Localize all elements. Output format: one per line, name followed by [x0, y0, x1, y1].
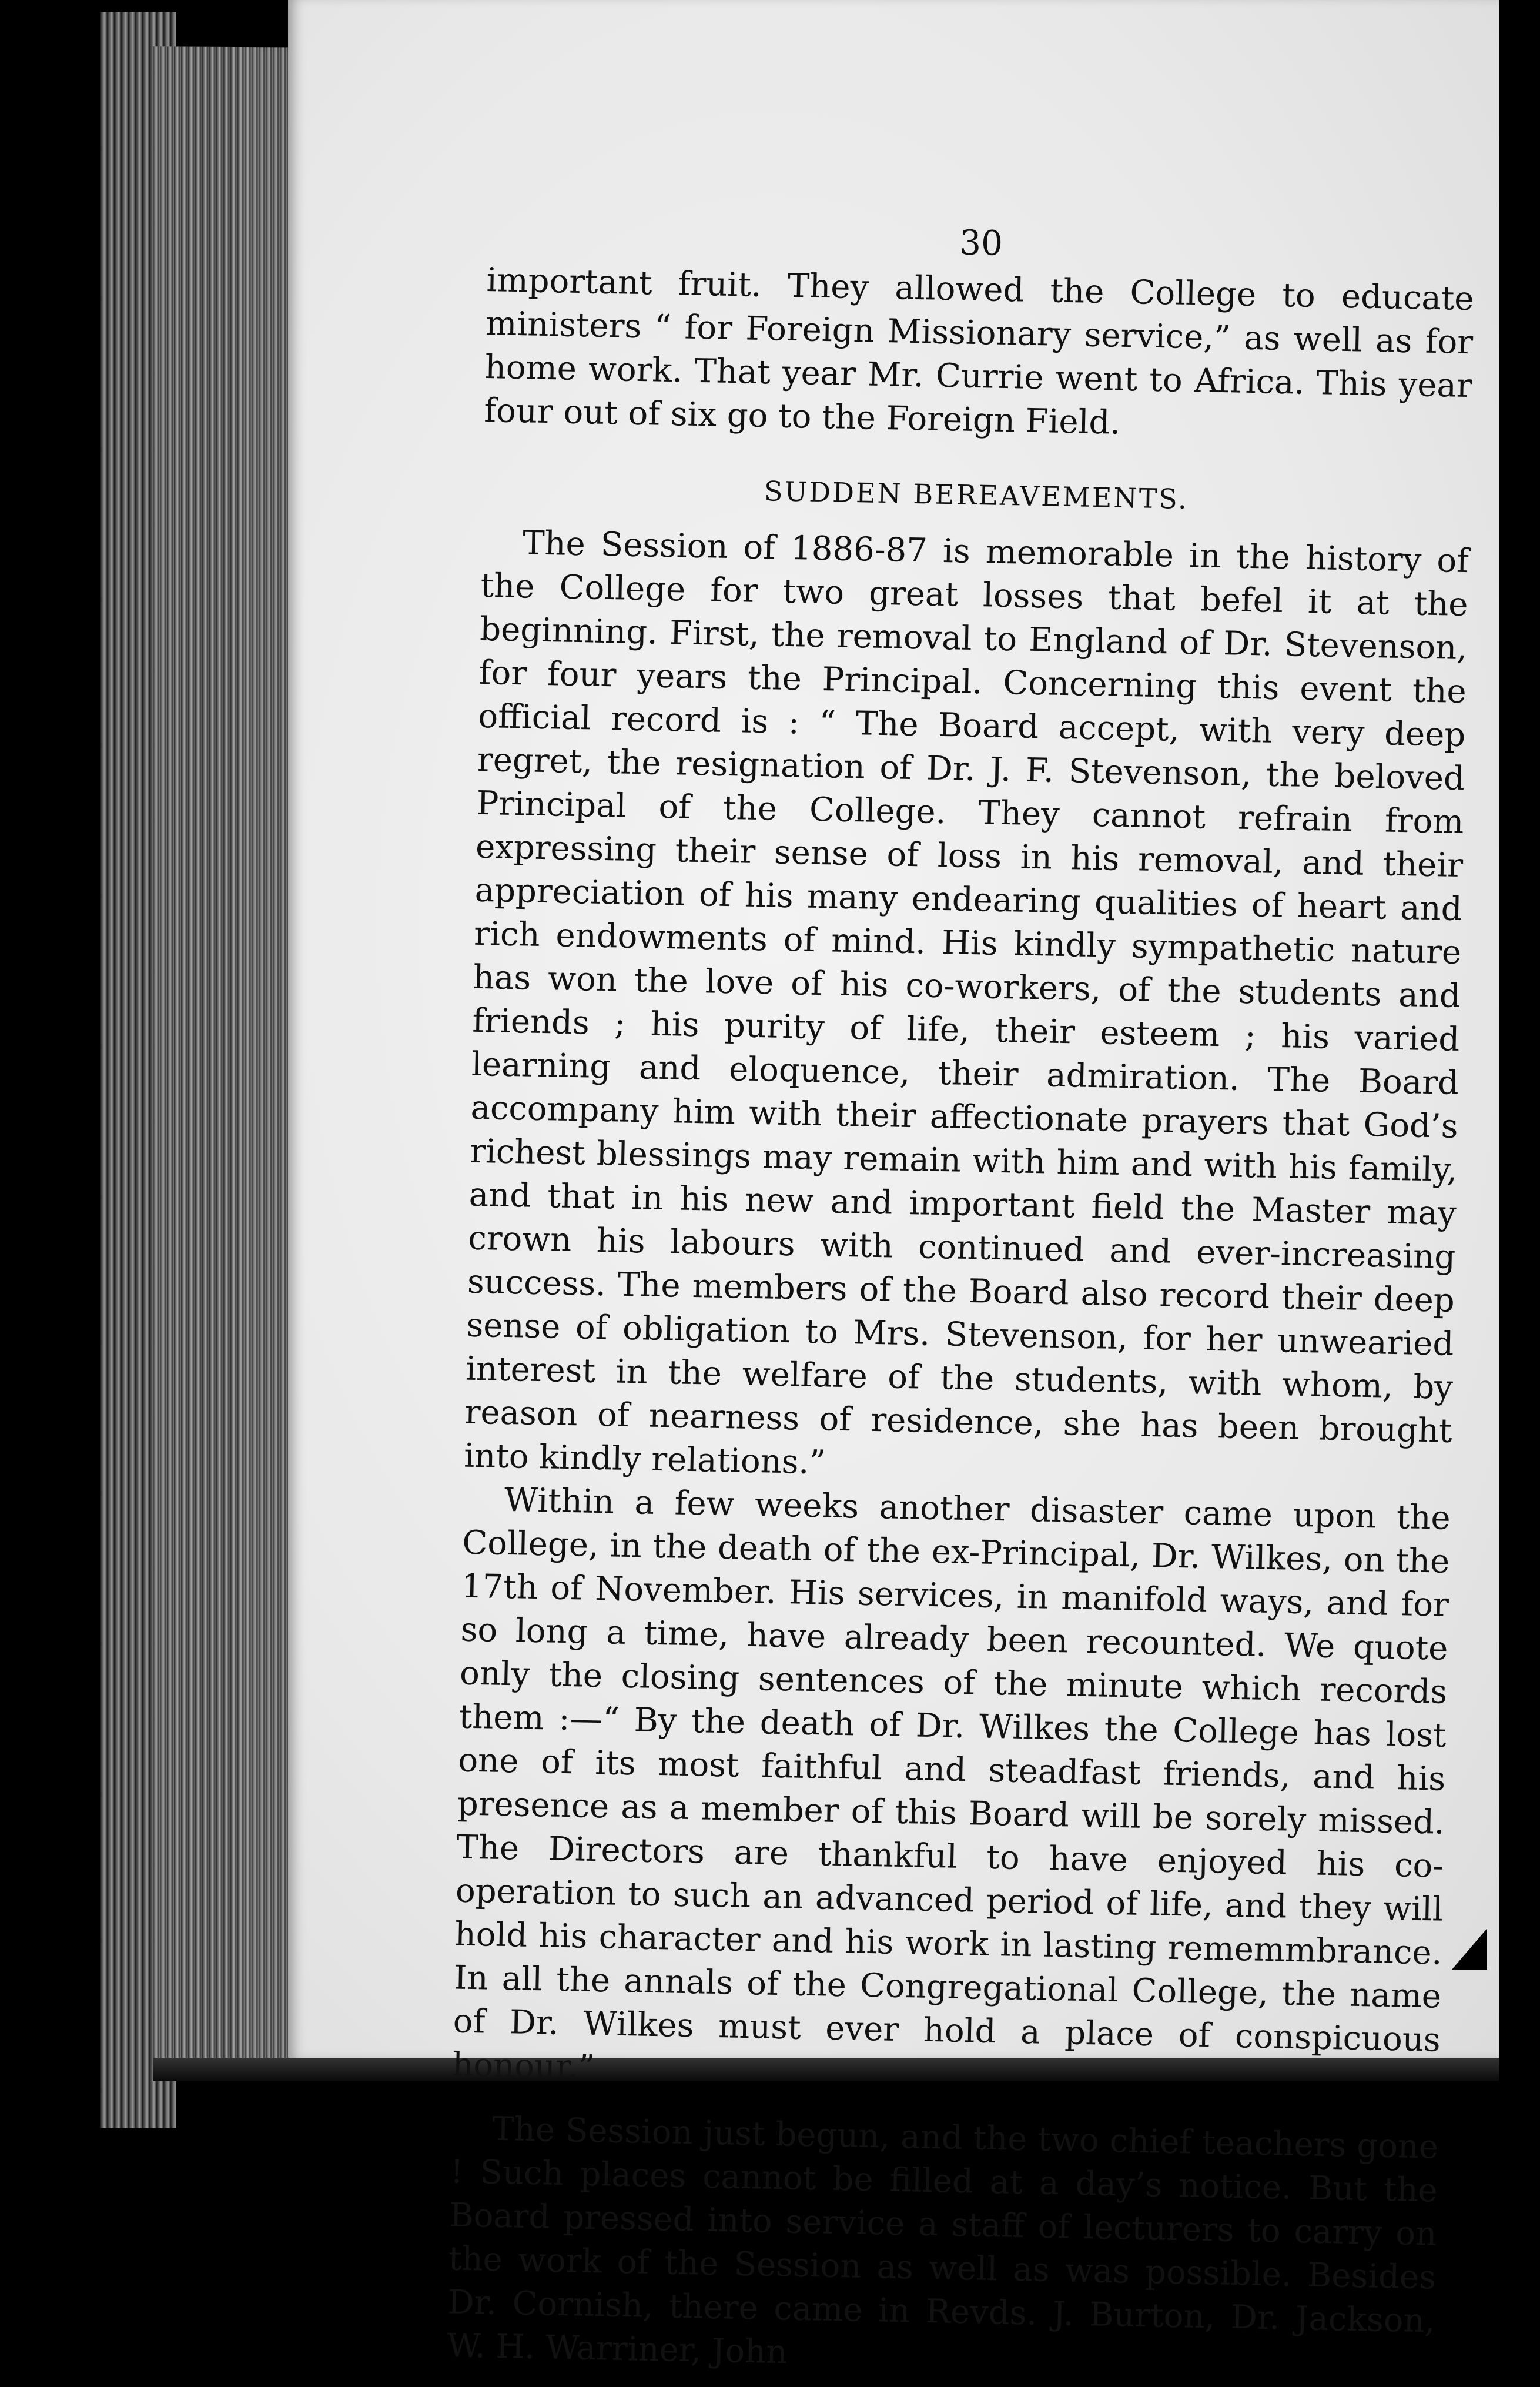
- paragraph-wilkes: Within a few weeks another disaster came upon the College, in the death of the ex-Principal, Dr. Wilkes, on the 17th of November. His services, in manifold ways, and for so long a time, have already been recounted. We quote only the closing sentences of the minute which records them :—“ By the death of Dr. Wilkes the College has lost one of its most faithful and steadfast friends, and his presence as a member of this Board will be sorely missed. The Directors are thankful to have enjoyed his co-operation to such an advanced period of life, and they will hold his character and his work in lasting rememmbrance. In all the annals of the Congregational College, the name of Dr. Wilkes must ever hold a place of conspicuous honour.”: [451, 1480, 1451, 2087]
- paragraph-stevenson: The Session of 1886-87 is memorable in the history of the College for two great losses that befel it at the beginning. First, the removal to England of Dr. Stevenson, for four years the Principal. Concerning this event the official record is : “ The Board accept, with very deep regret, the resignation of Dr. J. F. Stevenson, the beloved Principal of the College. They cannot refrain from expressing their sense of loss in his removal, and their appreciation of his many endearing qualities of heart and rich endowments of mind. His kindly sympathetic nature has won the love of his co-workers, of the students and friends ; his purity of life, their esteem ; his varied learning and eloquence, their admiration. The Board accompany him with their affectionate prayers that God’s richest blessings may remain with him and with his family, and that in his new and important field the Master may crown his labours with continued and ever-increasing success. The members of the Board also record their deep sense of obligation to Mrs. Stevenson, for her unwearied interest in the welfare of the students, with whom, by reason of nearness of residence, she has been brought into kindly relations.”: [463, 524, 1469, 1482]
- section-heading: SUDDEN BEREAVEMENTS.: [764, 475, 1189, 515]
- page-corner: [1452, 1928, 1487, 1970]
- page-sheet: [288, 0, 1499, 2372]
- text-block: [447, 212, 1475, 2387]
- paragraph-session: The Session just begun, and the two chief teachers gone ! Such places cannot be filled at a day’s notice. But the Board pressed into service a staff of lecturers to carry on the work of the Session as well as was possible. Besides Dr. Cornish, there came in Revds. J. Burton, Dr. Jackson, W. H. Warriner, John: [446, 2109, 1439, 2372]
- intro-paragraph: important fruit. They allowed the College to educate ministers “ for Foreign Missionary service,” as well as for home work. That year Mr. Currie went to Africa. This year four out of six go to the Foreign Field.: [483, 260, 1475, 442]
- page-number: 30: [959, 222, 1003, 263]
